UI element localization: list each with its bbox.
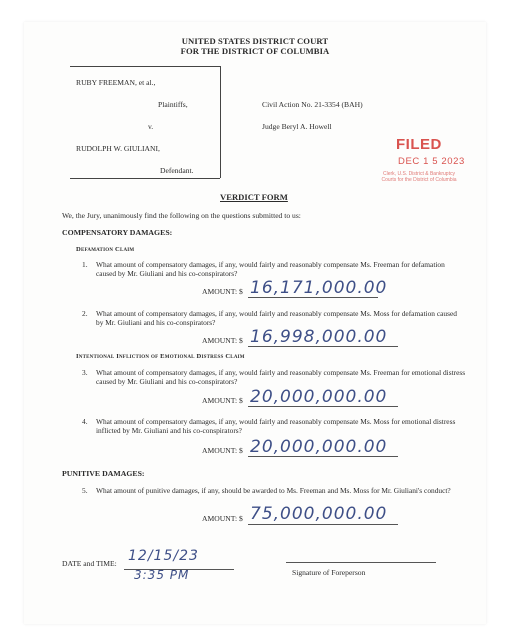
q2-amount-value: 16,998,000.00 [250,327,388,347]
q2-amount-label: AMOUNT: $ [202,336,243,345]
jury-intro: We, the Jury, unanimously find the following on the questions submitted to us: [62,211,301,220]
time-handwritten: 3:35 PM [134,568,190,582]
defendant-role: Defendant. [160,166,194,175]
verdict-form-page [24,22,486,624]
q1-text: What amount of compensatory damages, if any, would fairly and reasonably compensate Ms. Freeman for defamation caused by Mr. Giuliani and his co-conspirators? [96,260,445,278]
caption-top-rule [70,66,220,67]
filed-stamp-title: FILED [396,136,442,153]
q3-amount-label: AMOUNT: $ [202,396,243,405]
caption-divider [220,66,221,178]
compensatory-heading: COMPENSATORY DAMAGES: [62,228,173,237]
q3-number: 3. [82,368,88,377]
filed-stamp-note-line1: Clerk, U.S. District & Bankruptcy [383,171,455,177]
defendant-name: RUDOLPH W. GIULIANI, [76,144,160,153]
q3-amount-value: 20,000,000.00 [250,387,388,407]
q2-number: 2. [82,309,88,318]
q5-amount-value: 75,000,000.00 [250,504,388,524]
q4-text: What amount of compensatory damages, if any, would fairly and reasonably compensate Ms. Moss for emotional distress inflicted by Mr. Giuliani and his co-conspirators? [96,417,456,435]
caption-bottom-rule [70,178,220,179]
versus-label: v. [148,122,154,131]
q1-amount-value: 16,171,000.00 [250,278,388,298]
defamation-heading: Defamation Claim [76,246,135,253]
court-district: FOR THE DISTRICT OF COLUMBIA [180,46,330,56]
iied-heading: Intentional Infliction of Emotional Distress Claim [76,353,245,360]
punitive-heading: PUNITIVE DAMAGES: [62,469,145,478]
judge-name: Judge Beryl A. Howell [262,122,332,131]
q5-text: What amount of punitive damages, if any, should be awarded to Ms. Freeman and Ms. Moss for Mr. Giuliani's conduct? [96,486,451,495]
q2-text: What amount of compensatory damages, if any, would fairly and reasonably compensate Ms. Moss for defamation caused by Mr. Giuliani and his co-conspirators? [96,309,457,327]
q5-number: 5. [82,486,88,495]
court-name: UNITED STATES DISTRICT COURT [181,36,329,46]
signature-label: Signature of Foreperson [292,568,366,577]
q4-amount-value: 20,000,000.00 [250,437,388,457]
date-handwritten: 12/15/23 [128,548,199,564]
filed-stamp-note [364,172,474,183]
filed-stamp-note-line2: Courts for the District of Columbia [381,176,457,183]
q5-amount-label: AMOUNT: $ [202,514,243,523]
signature-line [286,562,436,563]
case-number: Civil Action No. 21-3354 (BAH) [262,100,363,109]
q1-amount-label: AMOUNT: $ [202,287,243,296]
q5-amount-line [248,524,398,525]
q3-text: What amount of compensatory damages, if any, would fairly and reasonably compensate Ms. Freeman for emotional distress caused by Mr. Giuliani and his co-conspirators? [96,368,466,386]
verdict-form-title: VERDICT FORM [220,192,288,202]
plaintiff-name: RUBY FREEMAN, et al., [76,78,156,87]
plaintiff-role: Plaintiffs, [158,100,188,109]
q4-amount-label: AMOUNT: $ [202,446,243,455]
filed-stamp-date: DEC 1 5 2023 [398,156,465,167]
q4-number: 4. [82,417,88,426]
q1-number: 1. [82,260,88,269]
date-time-label: DATE and TIME: [62,559,117,568]
